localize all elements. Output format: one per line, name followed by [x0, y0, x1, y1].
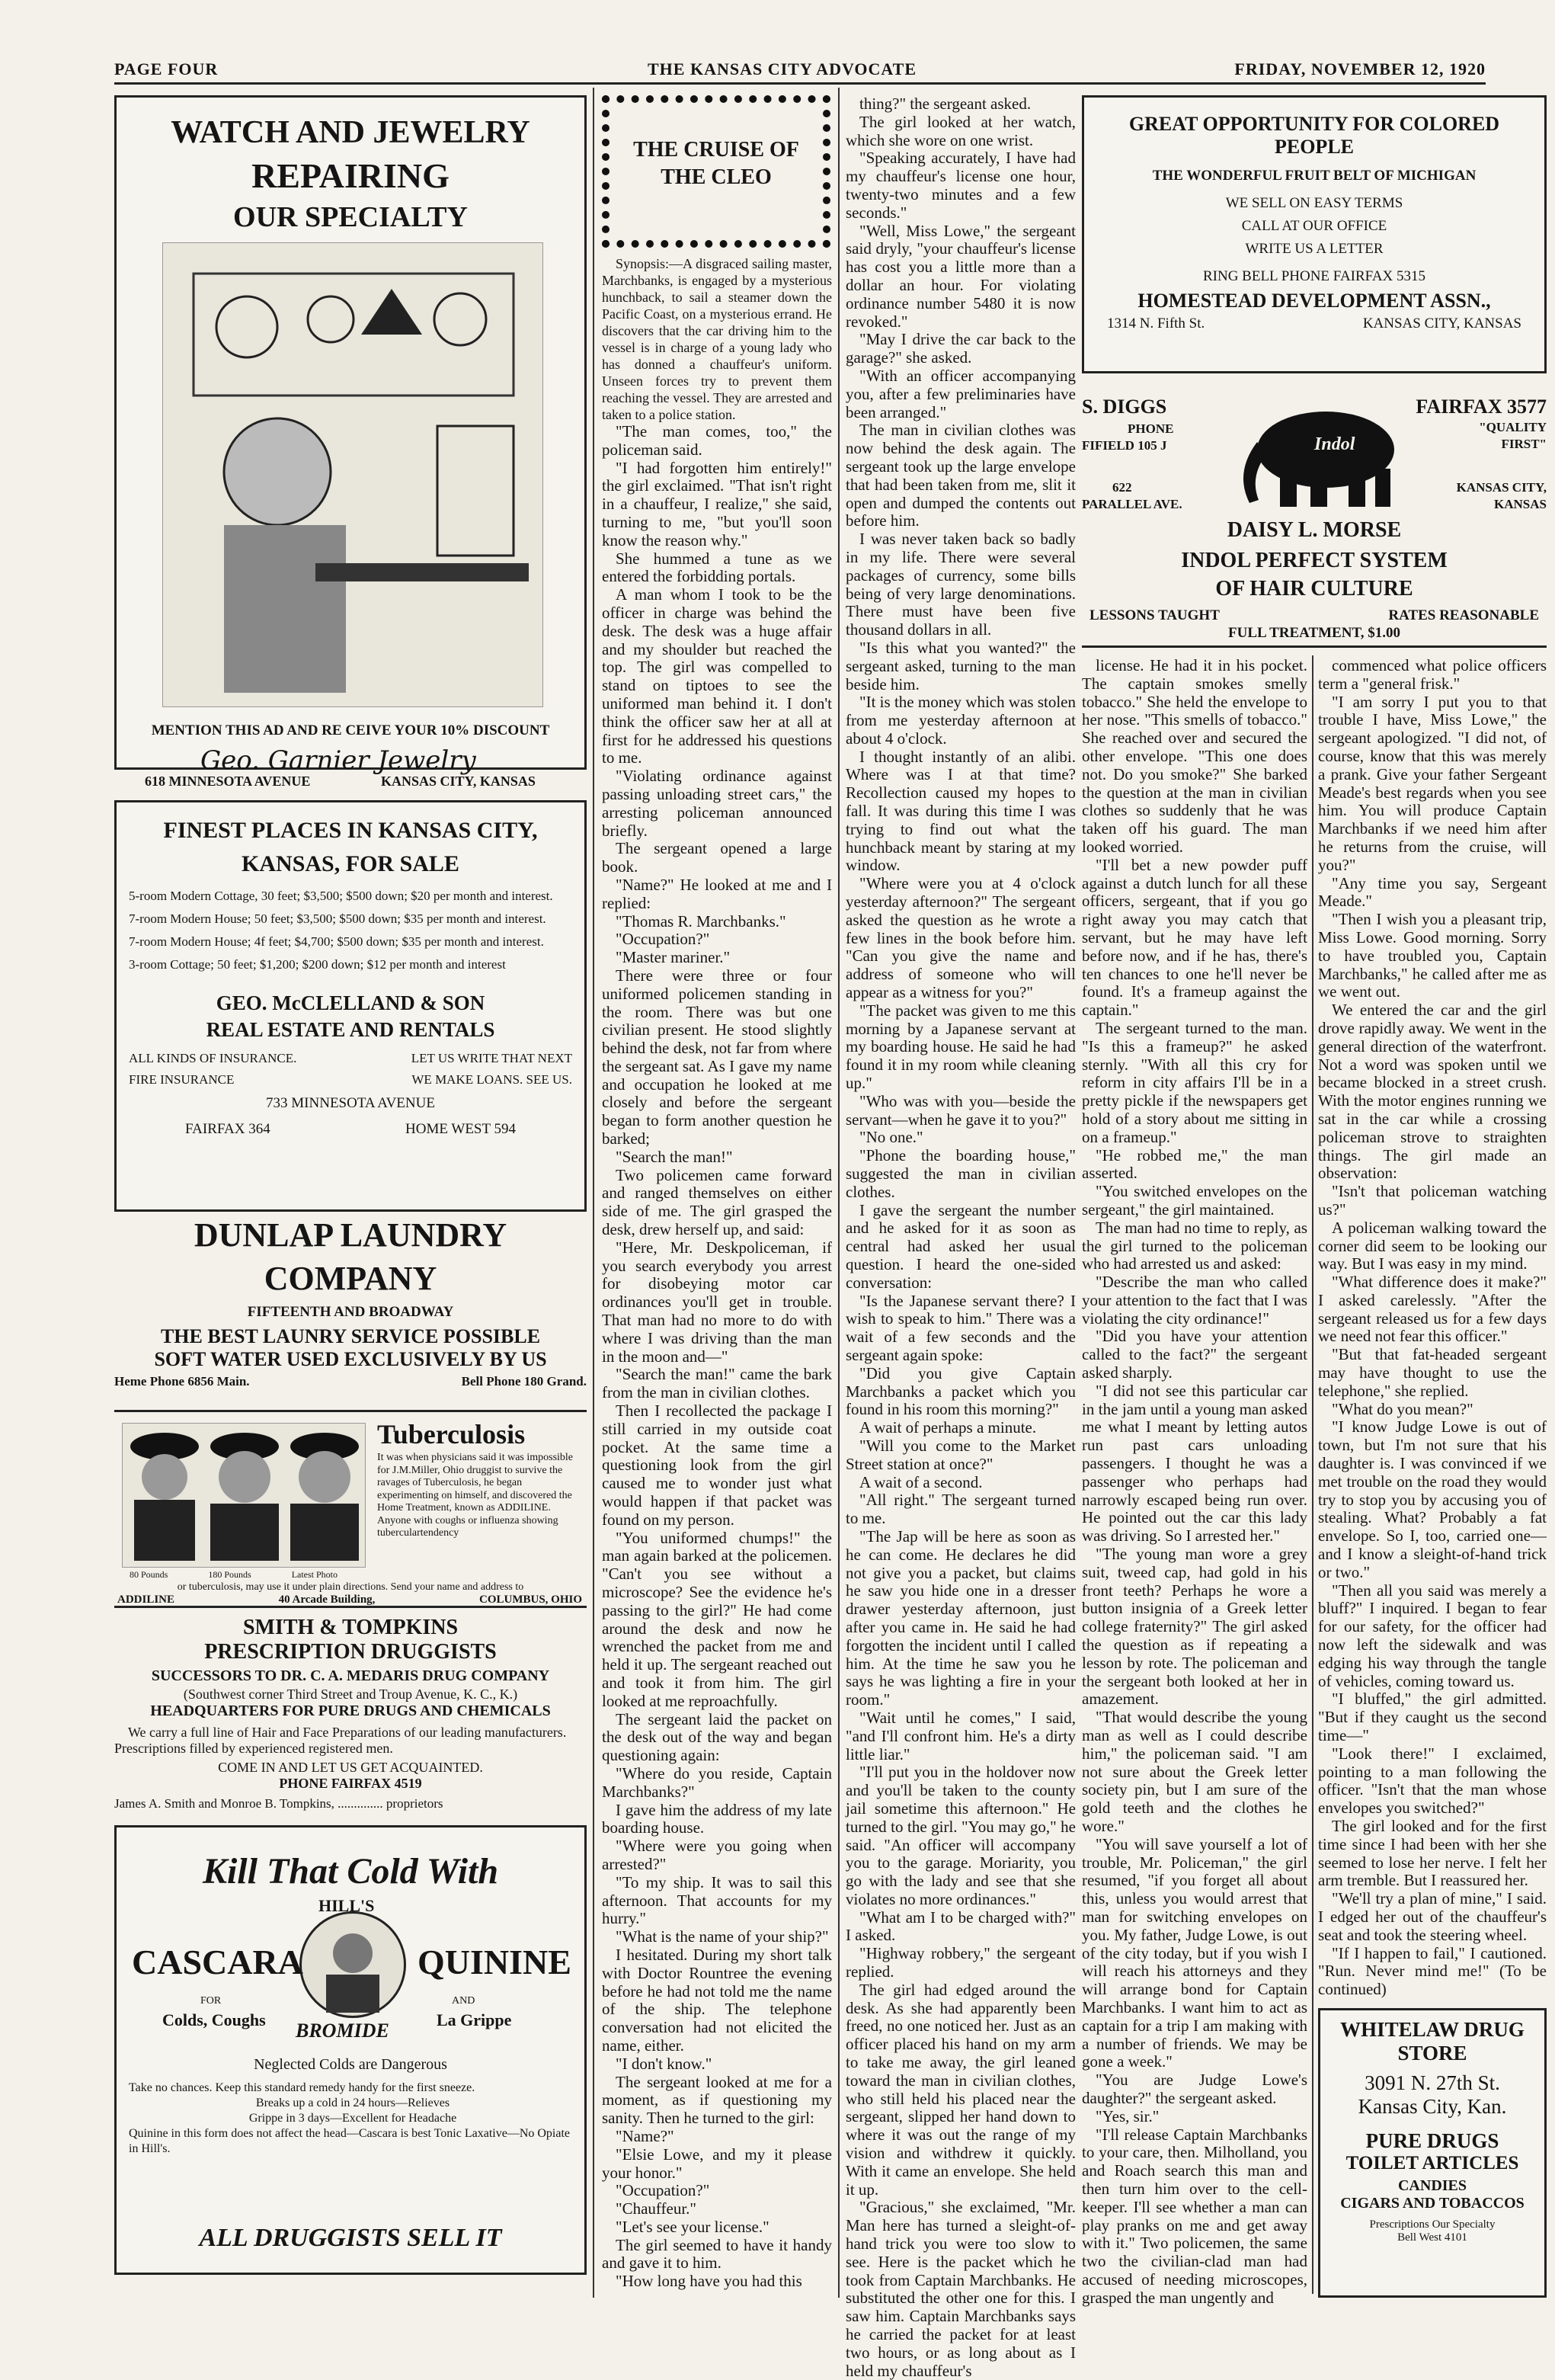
story-paragraph: "All right." The sergeant turned to me.	[846, 1491, 1076, 1528]
column-rule	[1312, 655, 1313, 2294]
story-paragraph: I gave him the address of my late boarding house.	[602, 1800, 832, 1837]
story-paragraph: "The man comes, too," the policeman said.	[602, 422, 832, 459]
story-paragraph: license. He had it in his pocket. The captain smokes smelly tobacco." She held the envelope to her nose. "This smells of tobacco." She reached over and secured the other envelope. "This one does not. Do you smoke?" She barked the question at the man in civilian clothes so suddenly that he was taken off his guard. The man looked worried.	[1082, 656, 1307, 856]
story-paragraph: The girl looked and for the first time since I had been with her she seemed to lose her nerve. I felt her arm tremble. But I reassured her.	[1318, 1817, 1547, 1890]
laundry-slogan-2: SOFT WATER USED EXCLUSIVELY BY US	[154, 1348, 547, 1370]
issue-date: FRIDAY, NOVEMBER 12, 1920	[1234, 59, 1486, 78]
tb-building: 40 Arcade Building,	[278, 1594, 376, 1606]
story-paragraph: "I had forgotten him entirely!" the girl exclaimed. "That isn't right in a chauffeur, I realize," she said, turning to me, "but you'll soon know the reason why."	[602, 458, 832, 549]
homestead-ad	[1082, 95, 1547, 373]
story-paragraph: thing?" the sergeant asked.	[859, 94, 1032, 113]
listing-item: 5-room Modern Cottage, 30 feet; $3,500; $500 down; $20 per month and interest.	[129, 889, 553, 903]
whitelaw-city: Kansas City, Kan.	[1358, 2095, 1507, 2118]
story-paragraph: "I'll put you in the holdover now and you'll be taken to the county jail sometime this afternoon." He turned to the girl. "You may go," he said. "An officer will accompany you to the garage. Moriarity, you go with the lady and see that she violates no more ordinances."	[846, 1763, 1076, 1908]
watch-ad-city: KANSAS CITY, KANSAS	[381, 774, 536, 789]
story-paragraph: "You switched envelopes on the sergeant," the girl maintained.	[1082, 1182, 1307, 1219]
story-paragraph: "Well, Miss Lowe," the sergeant said dryly, "your chauffeur's license has cost you a little more than a dollar an hour. For violating ordinance number 5480 it is now revoked."	[846, 221, 1076, 331]
cascara-neglected: Neglected Colds are Dangerous	[254, 2056, 447, 2073]
real-estate-ad	[114, 800, 587, 1212]
cascara-grippe: La Grippe	[437, 2010, 512, 2029]
page-number: PAGE FOUR	[114, 59, 219, 78]
cascara-headline: Kill That Cold With	[202, 1851, 499, 1892]
cascara-and: AND	[452, 1995, 475, 2007]
realestate-phone-2: HOME WEST 594	[405, 1121, 516, 1137]
story-paragraph: "Where were you going when arrested?"	[602, 1837, 832, 1873]
story-paragraph: "Is this what you wanted?" the sergeant asked, turning to the man beside him.	[846, 638, 1076, 693]
tb-captions	[130, 1569, 358, 1581]
story-paragraph: "Thomas R. Marchbanks."	[616, 911, 786, 931]
druggists-hq: HEADQUARTERS FOR PURE DRUGS AND CHEMICALS	[150, 1703, 551, 1719]
story-paragraph: "I am sorry I put you to that trouble I have, Miss Lowe," the sergeant apologized. "I did not, of course, know that this was merely a prank. Give your father Sergeant Meade's best regards when you see him. You will produce Captain Marchbanks if we need him after he returns from the cruise, will you?"	[1318, 692, 1547, 874]
story-paragraph: "Search the man!"	[616, 1147, 733, 1166]
story-paragraph: "I know Judge Lowe is out of town, but I'm not sure that his daughter is. I was convinced if we met trouble on the road they would try to stop you by accusing you of stealing. What? Probably a fat envelope. So I, too, carried one—and I know a sleight-of-hand trick or two."	[1318, 1417, 1547, 1581]
cascara-for: FOR	[200, 1995, 222, 2007]
quinine-label: QUININE	[418, 1943, 571, 1981]
story-paragraph: "Wait until he comes," I said, "and I'll confront him. He's a dirty little liar."	[846, 1708, 1076, 1763]
tb-body: It was when physicians said it was impossible for J.M.Miller, Ohio druggist to survive the ravages of Tuberculosis, he began experimenting on himself, and discovered the Home Treatment, known as ADDILINE. Anyone with coughs or influenza showing tuberculartendency	[377, 1452, 574, 1539]
cascara-body	[129, 2080, 577, 2157]
cascara-footer: ALL DRUGGISTS SELL IT	[199, 2224, 502, 2252]
realestate-address: 733 MINNESOTA AVENUE	[266, 1095, 435, 1111]
story-paragraph: She hummed a tune as we entered the forbidding portals.	[602, 549, 832, 586]
masthead	[114, 53, 1486, 84]
laundry-title-1: DUNLAP LAUNDRY	[194, 1216, 507, 1254]
story-paragraph: "The packet was given to me this morning by a Japanese servant at my boarding house. He said he had found it in my room while cleaning up."	[846, 1001, 1076, 1093]
story-paragraph: "I don't know."	[616, 2054, 712, 2073]
story-paragraph: "Gracious," she exclaimed, "Mr. Man here has turned a sleight-of-hand trick you were too slow to see. Here is the packet which he took from Captain Marchbanks. He substituted the other one for this. I saw him. Captain Marchbanks says he carried the packet for at least two hours, or as long about as I held my chauffeur's	[846, 2198, 1076, 2380]
garnier-jewelry-logo: Geo. Garnier Jewelry	[200, 745, 476, 776]
story-paragraph: "What difference does it make?" I asked carelessly. "After the sergeant released us for a few days we need not fear this officer."	[1318, 1273, 1547, 1346]
story-paragraph: "May I drive the car back to the garage?" she asked.	[846, 330, 1076, 367]
story-paragraph: "Here, Mr. Deskpoliceman, if you search everybody you arrest for disobeying motor car ordinances you'll get in trouble. That man had no more to do with where I was driving than the man in the moon and—"	[602, 1238, 832, 1366]
cascara-line: Quinine in this form does not affect the head—Cascara is best Tonic Laxative—No Opiate in Hill's.	[129, 2127, 571, 2155]
story-paragraph: I was never taken back so badly in my life. There were several packages of currency, some bills being of very large denominations. There must have been five thousand dollars in all.	[846, 530, 1076, 639]
realestate-title-2: KANSAS, FOR SALE	[242, 851, 459, 876]
morse-phone: FAIRFAX 3577	[1416, 396, 1547, 418]
druggists-title-1: SMITH & TOMPKINS	[242, 1616, 459, 1639]
story-title-box	[602, 95, 830, 248]
cascara-line: Breaks up a cold in 24 hours—Relieves	[255, 2097, 450, 2109]
cascara-quinine-ad	[114, 1825, 587, 2275]
tb-caption-3: Latest Photo	[291, 1569, 338, 1580]
story-paragraph: "Then I wish you a pleasant trip, Miss Lowe. Good morning. Sorry to have troubled you, Captain Marchbanks," he called after me as we went out.	[1318, 910, 1547, 1001]
tb-city: COLUMBUS, OHIO	[478, 1594, 582, 1606]
morse-system-1: INDOL PERFECT SYSTEM	[1181, 549, 1448, 572]
cascara-label: CASCARA	[132, 1943, 303, 1981]
tb-caption-2: 180 Pounds	[208, 1569, 251, 1580]
story-paragraph: "Name?"	[616, 2126, 674, 2145]
laundry-phone-2: Bell Phone 180 Grand.	[461, 1374, 587, 1389]
morse-name: DAISY L. MORSE	[1227, 518, 1402, 542]
story-paragraph: "With an officer accompanying you, after a few preliminaries have been arranged."	[846, 366, 1076, 421]
story-paragraph: I gave the sergeant the number and he asked for it as soon as central had asked her usual question. I heard the one-sided conversation:	[846, 1200, 1076, 1292]
realestate-phone-1: FAIRFAX 364	[185, 1121, 270, 1137]
story-paragraph: "I bluffed," the girl admitted. "But if they caught us the second time—"	[1318, 1690, 1547, 1745]
story-paragraph: "Speaking accurately, I have had my chauffeur's license one hour, twenty-two minutes and a few seconds."	[846, 149, 1076, 222]
story-paragraph: "The young man wore a grey suit, tweed cap, had gold in his front teeth? Perhaps he wore a button insignia of a Greek letter college fraternity?" The girl asked the question as if repeating a lesson by rote. The policeman and the sergeant both looked at her in amazement.	[1082, 1545, 1307, 1709]
homestead-phone: RING BELL PHONE FAIRFAX 5315	[1202, 268, 1426, 284]
story-paragraph: "Highway robbery," the sergeant replied.	[846, 1944, 1076, 1981]
story-paragraph: A wait of perhaps a minute.	[859, 1418, 1037, 1437]
druggists-body: We carry a full line of Hair and Face Preparations of our leading manufacturers. Prescriptions filled by experienced registered men.	[114, 1725, 567, 1756]
story-paragraph: commenced what police officers term a "general frisk."	[1318, 656, 1547, 693]
story-paragraph: The sergeant looked at me for a moment, as if questioning my sanity. Then he turned to the girl:	[602, 2072, 832, 2128]
story-paragraph: "What do you mean?"	[1332, 1399, 1473, 1418]
realestate-firm-sub: REAL ESTATE AND RENTALS	[206, 1018, 495, 1041]
cascara-line: Grippe in 3 days—Excellent for Headache	[248, 2112, 457, 2125]
cascara-colds: Colds, Coughs	[162, 2010, 266, 2029]
story-paragraph: "Did you have your attention called to the fact?" the sergeant asked sharply.	[1082, 1327, 1307, 1382]
three-portraits-illustration	[122, 1423, 366, 1568]
homestead-office: CALL AT OUR OFFICE	[1241, 218, 1387, 234]
laundry-slogan-1: THE BEST LAUNRY SERVICE POSSIBLE	[160, 1325, 541, 1347]
story-paragraph: The girl seemed to have it handy and gave it to him.	[602, 2235, 832, 2273]
morse-system-2: OF HAIR CULTURE	[1215, 577, 1413, 601]
homestead-address: 1314 N. Fifth St.	[1107, 316, 1205, 332]
whitelaw-toilet: TOILET ARTICLES	[1345, 2153, 1519, 2173]
whitelaw-candies: CANDIES	[1397, 2177, 1467, 2194]
tb-caption-1: 80 Pounds	[130, 1569, 168, 1580]
druggists-invite: COME IN AND LET US GET ACQUAINTED.	[218, 1760, 483, 1775]
story-paragraph: "Then all you said was merely a bluff?" I inquired. I began to fear for our safety, for the officer had now left the sidewalk and was edging his way through the tangle of vehicles, coming toward us.	[1318, 1581, 1547, 1690]
story-paragraph: "Is the Japanese servant there? I wish to speak to him." There was a wait of a few seconds and the sergeant again spoke:	[846, 1291, 1076, 1364]
story-paragraph: We entered the car and the girl drove rapidly away. We went in the general direction of the waterfront. Not a word was spoken until we became blocked in a street crush. With the motor engines running we sat in the car while a crossing policeman strove to straighten things. The girl made an observation:	[1318, 1001, 1547, 1183]
story-paragraph: Two policemen came forward and ranged themselves on either side of me. The girl grasped the desk, drew herself up, and said:	[602, 1165, 832, 1239]
story-paragraph: A policeman walking toward the corner did seem to be looking our way. But I was easy in my mind.	[1318, 1218, 1547, 1273]
story-paragraph: The sergeant opened a large book.	[602, 839, 832, 876]
story-paragraph: "That would describe the young man as well as I could describe him," the policeman said. "I am not sure about the Greek letter society pin, but I am sure of the gold teeth and the clothes he wore."	[1082, 1708, 1307, 1835]
story-paragraph: "Elsie Lowe, and my it please your honor."	[602, 2145, 832, 2182]
story-paragraph: "What am I to be charged with?" I asked.	[846, 1908, 1076, 1945]
story-paragraph: The sergeant turned to the man. "Is this a frameup?" he asked sternly. "With all this cry for reform in city affairs I'll be in a pretty pickle if the newspapers get hold of a story about me sitting in on a frameup."	[1082, 1018, 1307, 1146]
story-paragraph: There were three or four uniformed policemen standing in the room. There was but one civilian present. He stood slightly behind the desk, not far from where the sergeant sat. As I gave my name and occupation he looked at me closely and before the sergeant began to form another question he barked;	[602, 966, 832, 1148]
story-title-1: THE CRUISE OF	[633, 138, 799, 162]
whitelaw-rx: Prescriptions Our Specialty	[1369, 2218, 1496, 2231]
tuberculosis-ad	[114, 1410, 587, 1608]
story-paragraph: A man whom I took to be the officer in charge was behind the desk. The desk was a huge affair and my shoulder but reached the top. The girl was compelled to stand on tiptoes to see the uniformed man behind it. I don't think the officer saw her at all at first for he addressed his questions to me.	[602, 585, 832, 767]
hair-culture-ad	[1082, 385, 1547, 648]
newspaper-name: THE KANSAS CITY ADVOCATE	[648, 59, 917, 78]
story-paragraph: "I did not see this particular car in the jam until a young man asked me what I meant by letting autos run past cars unloading passengers. I thought he was a passenger who perhaps had narrowly escaped being run over. He pointed out the car this lady was driving. So I arrested her."	[1082, 1381, 1307, 1546]
insurance-line-b: LET US WRITE THAT NEXT	[411, 1051, 572, 1065]
watch-ad-title-1: WATCH AND JEWELRY	[171, 115, 530, 150]
homestead-terms: WE SELL ON EASY TERMS	[1225, 195, 1403, 211]
story-paragraph: "Yes, sir."	[1096, 2106, 1160, 2125]
story-paragraph: The man in civilian clothes was now behind the desk again. The sergeant took up the large envelope that had been taken from me, slit it open and dumped the contents out before him.	[846, 421, 1076, 530]
whitelaw-phone: Bell West 4101	[1397, 2231, 1467, 2244]
story-paragraph: "It is the money which was stolen from me yesterday afternoon at about 4 o'clock.	[846, 693, 1076, 748]
story-title-2: THE CLEO	[661, 165, 772, 189]
story-paragraph: The sergeant laid the packet on the desk out of the way and began questioning again:	[602, 1709, 832, 1765]
story-paragraph: "What is the name of your ship?"	[616, 1927, 829, 1946]
treatment-price: FULL TREATMENT, $1.00	[1228, 625, 1400, 641]
watch-ad-title-2: REPAIRING	[251, 156, 450, 195]
story-paragraph: "Where were you at 4 o'clock yesterday afternoon?" The sergeant asked the question as he wrote a few lines in the book before him. "Can you give the name and address of someone who will appear as a witness for you?"	[846, 874, 1076, 1002]
listing-item: 7-room Modern House; 4f feet; $4,700; $500 down; $35 per month and interest.	[129, 934, 544, 949]
quality-label-2: FIRST"	[1501, 437, 1547, 451]
hills-label: HILL'S	[318, 1896, 375, 1915]
story-column-3	[1082, 656, 1307, 2307]
masthead-rule	[114, 82, 1486, 85]
story-paragraph: "Master mariner."	[616, 948, 731, 967]
story-paragraph: "Describe the man who called your attention to the fact that I was violating the city ordinance!"	[1082, 1273, 1307, 1328]
story-paragraph: "Isn't that policeman watching us?"	[1318, 1182, 1547, 1219]
watch-ad-discount: MENTION THIS AD AND RE CEIVE YOUR 10% DISCOUNT	[151, 722, 550, 738]
watch-ad-address: 618 MINNESOTA AVENUE	[145, 774, 311, 789]
morse-city-1: KANSAS CITY,	[1456, 480, 1547, 495]
laundry-phone-1: Heme Phone 6856 Main.	[114, 1374, 250, 1389]
story-paragraph: "You will save yourself a lot of trouble, Mr. Policeman," the girl resumed, "if you forget all about this, unless you would arrest that man for switching envelopes on you. My father, Judge Lowe, is out of the city today, but if you wish I will reach his attorneys and they will arrange bond for Captain Marchbanks. I want him to act as captain for a trip I am making with a number of friends. We may be gone a week."	[1082, 1834, 1307, 2071]
story-paragraph: I hesitated. During my short talk with Doctor Rountree the evening before he had not told me the name of the ship. The telephone conversation had not elicited the name, either.	[602, 1945, 832, 2055]
druggists-successors: SUCCESSORS TO DR. C. A. MEDARIS DRUG COMPANY	[151, 1667, 550, 1684]
story-paragraph: "We'll try a plan of mine," I said. I edged her out of the chauffeur's seat and took the steering wheel.	[1318, 1889, 1547, 1944]
diggs-address: PARALLEL AVE.	[1082, 497, 1182, 511]
druggists-title-2: PRESCRIPTION DRUGGISTS	[204, 1640, 497, 1664]
story-paragraph: "No one."	[859, 1128, 923, 1147]
story-paragraph: "Will you come to the Market Street station at once?"	[846, 1436, 1076, 1473]
story-paragraph: "Chauffeur."	[616, 2199, 696, 2218]
story-paragraph: "Any time you say, Sergeant Meade."	[1318, 873, 1547, 911]
diggs-address-number: 622	[1112, 480, 1132, 495]
homestead-title-1: GREAT OPPORTUNITY FOR COLORED	[1128, 113, 1500, 135]
story-column-2	[846, 94, 1076, 2380]
rates-label: RATES REASONABLE	[1388, 607, 1539, 623]
story-paragraph: "Name?" He looked at me and I replied:	[602, 875, 832, 912]
story-paragraph: "To my ship. It was to sail this afternoon. That accounts for my hurry."	[602, 1872, 832, 1928]
story-paragraph: "Phone the boarding house," suggested the man in civilian clothes.	[846, 1146, 1076, 1201]
laundry-title-2: COMPANY	[264, 1260, 437, 1297]
story-paragraph: Then I recollected the package I still carried in my outside coat pocket. At the same time a questioning look from the girl caused me to wonder just what would happen if that packet was found on my person.	[602, 1401, 832, 1529]
column-rule	[593, 88, 594, 2298]
story-paragraph: "Where do you reside, Captain Marchbanks?"	[602, 1763, 832, 1801]
quality-label-1: "QUALITY	[1479, 420, 1547, 434]
insurance-line: ALL KINDS OF INSURANCE.	[129, 1051, 297, 1065]
story-paragraph: The girl had edged around the desk. As she had apparently been freed, no one noticed her. Just as an officer placed his hand on my arm to take me away, the girl leaned toward the man in civilian clothes, who still held his placed near the sergeant, slipped her hand down to where it was out the range of my vision and withdrew it quickly. With it came an envelope. She held it up.	[846, 1980, 1076, 2199]
whitelaw-cigars: CIGARS AND TOBACCOS	[1340, 2195, 1525, 2212]
indol-brand: Indol	[1314, 434, 1355, 454]
bromide-label: BROMIDE	[296, 2020, 389, 2042]
whitelaw-title-1: WHITELAW DRUG	[1340, 2018, 1525, 2041]
whitelaw-drug-ad	[1318, 2008, 1547, 2298]
cascara-line: Take no chances. Keep this standard remedy handy for the first sneeze.	[129, 2081, 475, 2094]
jeweler-at-work-illustration	[162, 242, 543, 707]
story-paragraph: "You are Judge Lowe's daughter?" the sergeant asked.	[1082, 2071, 1307, 2107]
druggists-ad	[114, 1616, 587, 1811]
story-paragraph: "I'll bet a new powder puff against a dutch lunch for all these officers, sergeant, that if you go right away you may catch that servant, but he may have left before now, and if he has, there's ten chances to one he'll never be found. It's a frameup against the captain."	[1082, 855, 1307, 1020]
column-rule	[838, 88, 840, 2298]
story-column-4	[1318, 657, 1547, 1998]
homestead-sub: THE WONDERFUL FRUIT BELT OF MICHIGAN	[1152, 168, 1477, 184]
story-paragraph: "The Jap will be here as soon as he can come. He declares he did not give you a packet, but claims he saw you hide one in a dresser drawer yesterday afternoon, just after you came in. He said he had forgotten the incident until I called him. At the time he saw you he says he was lighting a fire in your room."	[846, 1526, 1076, 1709]
tb-product-name: ADDILINE	[117, 1594, 175, 1606]
watch-repair-ad	[114, 95, 587, 776]
laundry-ad	[114, 1216, 587, 1406]
story-paragraph: The girl looked at her watch, which she wore on one wrist.	[846, 112, 1076, 149]
story-paragraph: The man had no time to reply, as the girl turned to the policeman who had arrested us and asked:	[1082, 1218, 1307, 1273]
lessons-label: LESSONS TAUGHT	[1089, 607, 1220, 623]
story-paragraph: "Search the man!" came the bark from the man in civilian clothes.	[602, 1365, 832, 1402]
homestead-letter: WRITE US A LETTER	[1245, 241, 1384, 257]
realestate-listings	[129, 888, 572, 973]
loans-line: WE MAKE LOANS. SEE US.	[411, 1072, 572, 1087]
druggists-phone: PHONE FAIRFAX 4519	[279, 1776, 422, 1791]
story-paragraph: "Did you give Captain Marchbanks a packet which you found in his room this morning?"	[846, 1363, 1076, 1419]
druggists-proprietors: James A. Smith and Monroe B. Tompkins, .............. proprietors	[114, 1796, 443, 1811]
story-paragraph: "Violating ordinance against passing unloading street cars," the arresting policeman announced briefly.	[602, 767, 832, 840]
laundry-address: FIFTEENTH AND BROADWAY	[247, 1304, 454, 1320]
elephant-icon	[1227, 396, 1417, 511]
story-paragraph: "Who was with you—beside the servant—when he gave it to you?"	[846, 1091, 1076, 1129]
druggists-location: (Southwest corner Third Street and Troup Avenue, K. C., K.)	[183, 1687, 518, 1702]
whitelaw-address: 3091 N. 27th St.	[1365, 2071, 1500, 2094]
tb-title: Tuberculosis	[377, 1419, 526, 1449]
realestate-title-1: FINEST PLACES IN KANSAS CITY,	[163, 818, 538, 843]
homestead-firm: HOMESTEAD DEVELOPMENT ASSN.,	[1137, 290, 1491, 312]
story-paragraph: "How long have you had this	[616, 2272, 802, 2291]
watch-ad-title-3: OUR SPECIALTY	[233, 201, 468, 233]
whitelaw-pure-drugs: PURE DRUGS	[1365, 2129, 1499, 2152]
story-paragraph: Synopsis:—A disgraced sailing master, Marchbanks, is engaged by a mysterious hunchback, to sail a steamer down the Pacific Coast, on a mysterious errand. He discovers that the car driving him to the vessel is in charge of a young lady who has donned a chauffeur's uniform. Unseen forces try to prevent them reaching the vessel. They are arrested and taken to a police station.	[602, 256, 832, 422]
homestead-city: KANSAS CITY, KANSAS	[1362, 316, 1521, 332]
story-paragraph: "Look there!" I exclaimed, pointing to a man following the officer. "Isn't that the man whose envelopes you switched?"	[1318, 1744, 1547, 1818]
homestead-title-2: PEOPLE	[1274, 136, 1354, 158]
listing-item: 7-room Modern House; 50 feet; $3,500; $500 down; $35 per month and interest.	[129, 911, 546, 926]
tb-footer: or tuberculosis, may use it under plain directions. Send your name and address to	[177, 1581, 524, 1593]
story-paragraph: I thought instantly of an alibi. Where was I at that time? Recollection caused my hopes to fall. It was during this time I was trying to find out what the hunchback meant by staring at my window.	[846, 747, 1076, 875]
story-paragraph: "Let's see your license."	[616, 2217, 770, 2236]
realestate-firm: GEO. McCLELLAND & SON	[216, 991, 485, 1014]
story-paragraph: "He robbed me," the man asserted.	[1082, 1145, 1307, 1183]
story-paragraph: "Occupation?"	[616, 930, 710, 949]
story-paragraph: "You uniformed chumps!" the man again barked at the policemen. "Can't you see without a microscope? See the evidence he's passing to the girl?" He had come around the desk and now he wrenched the packet from me and held it up. The sergeant reached out and took it from him. The girl looked at me reproachfully.	[602, 1528, 832, 1710]
diggs-phone: FIFIELD 105 J	[1082, 438, 1167, 453]
hills-portrait-icon	[299, 1911, 406, 2018]
morse-city-2: KANSAS	[1494, 497, 1547, 511]
story-paragraph: "If I happen to fail," I cautioned. "Run. Never mind me!" (To be continued)	[1318, 1943, 1547, 1999]
story-paragraph: "But that fat-headed sergeant may have thought to use the telephone," she replied.	[1318, 1345, 1547, 1400]
whitelaw-title-2: STORE	[1397, 2042, 1467, 2064]
listing-item: 3-room Cottage; 50 feet; $1,200; $200 down; $12 per month and interest	[129, 957, 506, 972]
story-paragraph: "Occupation?"	[616, 2181, 710, 2200]
diggs-name: S. DIGGS	[1082, 396, 1167, 418]
story-column-1	[602, 255, 832, 2298]
story-paragraph: "I'll release Captain Marchbanks to your care, then. Milholland, you and Roach search this man and then turn him over to the cell-keeper. I'll see whether a man can play pranks on me and get away with it." Two policemen, the same two the civilian-clad man had accused of needing microscopes, grasped the man ungently and	[1082, 2125, 1307, 2307]
story-paragraph: A wait of a second.	[859, 1472, 983, 1491]
fire-insurance-line: FIRE INSURANCE	[129, 1072, 235, 1087]
diggs-phone-label: PHONE	[1128, 421, 1174, 436]
